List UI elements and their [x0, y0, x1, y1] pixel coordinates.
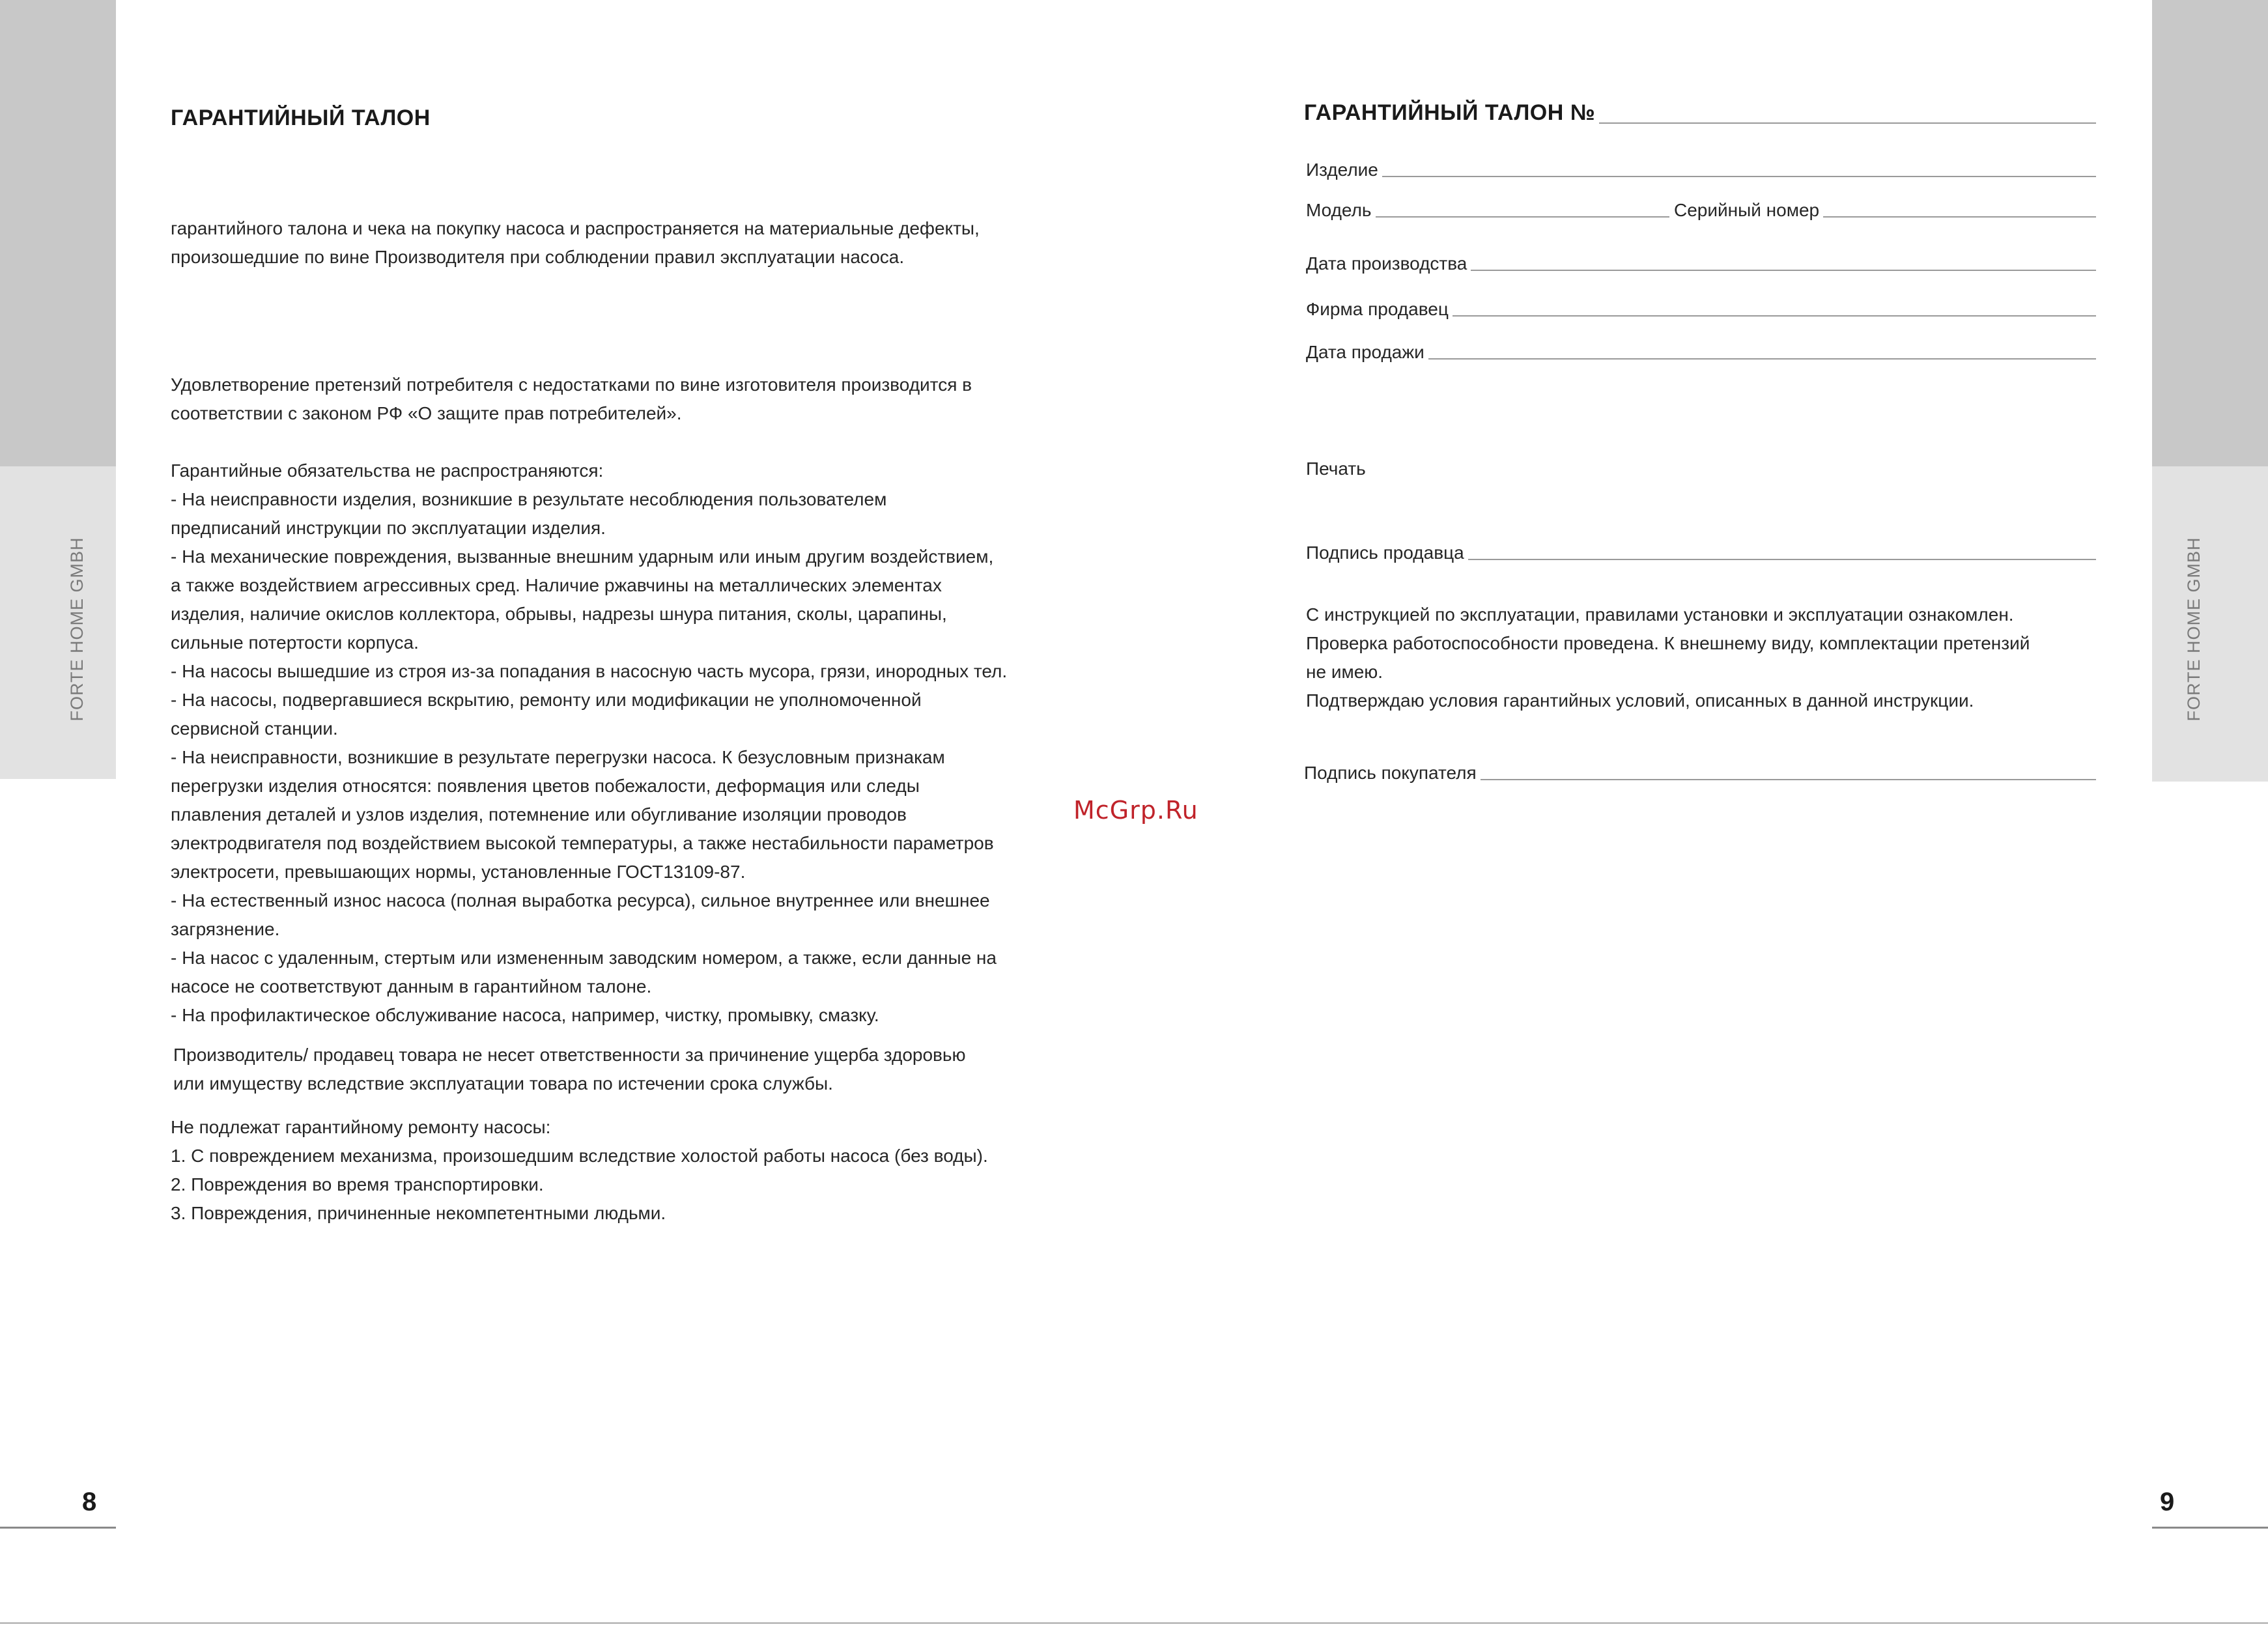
not-covered-list — [171, 1113, 988, 1228]
intro-paragraph — [171, 214, 980, 272]
product-blank[interactable] — [1382, 156, 2096, 177]
seller-signature-label: Подпись продавца — [1306, 543, 1464, 563]
text-line: С инструкцией по эксплуатации, правилами установки и эксплуатации ознакомлен. — [1306, 604, 2014, 625]
text-line: - На естественный износ насоса (полная выработка ресурса), сильное внутреннее или внешнее — [171, 890, 990, 911]
text-line: 2. Повреждения во время транспортировки. — [171, 1174, 544, 1194]
buyer-signature-field[interactable] — [1304, 758, 2096, 784]
text-line: загрязнение. — [171, 919, 280, 939]
text-line: - На механические повреждения, вызванные внешним ударным или иным другим воздействием, — [171, 546, 994, 567]
right-side-tab-light — [2152, 466, 2268, 782]
liability-paragraph — [173, 1041, 966, 1098]
text-line: электродвигателя под воздействием высокой температуры, а также нестабильности параметров — [171, 833, 994, 853]
warranty-number-blank[interactable] — [1599, 103, 2096, 124]
stamp-label: Печать — [1306, 459, 1366, 479]
acknowledgement-paragraph — [1306, 601, 2030, 715]
seller-signature-blank[interactable] — [1468, 539, 2096, 560]
model-blank[interactable] — [1376, 197, 1669, 218]
text-line: - На насосы, подвергавшиеся вскрытию, ремонту или модификации не уполномоченной — [171, 690, 922, 710]
warranty-number-field[interactable] — [1304, 96, 2096, 128]
serial-field[interactable] — [1674, 195, 2096, 221]
text-line: сервисной станции. — [171, 718, 338, 739]
seller-company-field[interactable] — [1306, 294, 2096, 320]
text-line: Проверка работоспособности проведена. К внешнему виду, комплектации претензий — [1306, 633, 2030, 653]
production-date-field[interactable] — [1306, 249, 2096, 275]
text-line: сильные потертости корпуса. — [171, 632, 419, 653]
bottom-edge-rule — [0, 1622, 2268, 1624]
sale-date-field[interactable] — [1306, 337, 2096, 363]
watermark-link[interactable]: McGrp.Ru — [1073, 796, 1198, 825]
text-line: а также воздействием агрессивных сред. Наличие ржавчины на металлических элементах — [171, 575, 942, 595]
left-page-rule — [0, 1527, 116, 1529]
text-line: - На насосы вышедшие из строя из-за попадания в насосную часть мусора, грязи, инородных тел. — [171, 661, 1008, 681]
text-line: насосе не соответствуют данным в гарантийном талоне. — [171, 976, 652, 996]
product-field[interactable] — [1306, 155, 2096, 181]
sale-date-blank[interactable] — [1428, 339, 2096, 360]
text-line: 3. Повреждения, причиненные некомпетентными людьми. — [171, 1203, 666, 1223]
seller-company-blank[interactable] — [1453, 296, 2096, 317]
text-line: Не подлежат гарантийному ремонту насосы: — [171, 1117, 551, 1137]
seller-signature-field[interactable] — [1306, 538, 2096, 564]
text-line: предписаний инструкции по эксплуатации изделия. — [171, 518, 606, 538]
product-label: Изделие — [1306, 160, 1378, 180]
sale-date-label: Дата продажи — [1306, 342, 1425, 362]
serial-blank[interactable] — [1823, 197, 2096, 218]
text-line: гарантийного талона и чека на покупку насоса и распространяется на материальные дефекты, — [171, 218, 980, 238]
text-line: плавления деталей и узлов изделия, потемнение или обугливание изоляции проводов — [171, 804, 907, 825]
left-side-label: FORTE HOME GMBH — [67, 537, 87, 722]
right-side-label: FORTE HOME GMBH — [2184, 537, 2204, 722]
text-line: Удовлетворение претензий потребителя с недостатками по вине изготовителя производится в — [171, 374, 972, 395]
buyer-signature-label: Подпись покупателя — [1304, 763, 1477, 783]
text-line: 1. С повреждением механизма, произошедшим вследствие холостой работы насоса (без воды). — [171, 1146, 988, 1166]
production-date-blank[interactable] — [1471, 250, 2096, 271]
left-page-title: ГАРАНТИЙНЫЙ ТАЛОН — [171, 106, 431, 130]
left-side-tab-dark — [0, 0, 116, 466]
claims-paragraph — [171, 371, 972, 428]
text-line: не имею. — [1306, 662, 1383, 682]
text-line: - На насос с удаленным, стертым или измененным заводским номером, а также, если данные на — [171, 948, 997, 968]
serial-label: Серийный номер — [1674, 200, 1820, 220]
text-line: соответствии с законом РФ «О защите прав потребителей». — [171, 403, 682, 423]
left-side-tab-light — [0, 466, 116, 779]
text-line: Производитель/ продавец товара не несет ответственности за причинение ущерба здоровью — [173, 1045, 966, 1065]
production-date-label: Дата производства — [1306, 253, 1467, 274]
warranty-card-title: ГАРАНТИЙНЫЙ ТАЛОН № — [1304, 100, 1596, 125]
exclusions-list — [171, 457, 1007, 1030]
text-line: Подтверждаю условия гарантийных условий, описанных в данной инструкции. — [1306, 690, 1974, 711]
text-line: перегрузки изделия относятся: появления цветов побежалости, деформация или следы — [171, 776, 920, 796]
model-field[interactable] — [1306, 195, 1669, 221]
text-line: - На неисправности изделия, возникшие в результате несоблюдения пользователем — [171, 489, 887, 509]
text-line: или имуществу вследствие эксплуатации товара по истечении срока службы. — [173, 1073, 833, 1094]
text-line: произошедшие по вине Производителя при соблюдении правил эксплуатации насоса. — [171, 247, 905, 267]
text-line: - На профилактическое обслуживание насоса, например, чистку, промывку, смазку. — [171, 1005, 879, 1025]
text-line: изделия, наличие окислов коллектора, обрывы, надрезы шнура питания, сколы, царапины, — [171, 604, 947, 624]
seller-company-label: Фирма продавец — [1306, 299, 1449, 319]
right-side-tab-dark — [2152, 0, 2268, 466]
right-page-rule — [2152, 1527, 2268, 1529]
buyer-signature-blank[interactable] — [1481, 759, 2096, 780]
text-line: - На неисправности, возникшие в результате перегрузки насоса. К безусловным признакам — [171, 747, 945, 767]
text-line: электросети, превышающих нормы, установленные ГОСТ13109-87. — [171, 862, 746, 882]
right-page-number: 9 — [2160, 1488, 2175, 1516]
model-label: Модель — [1306, 200, 1372, 220]
text-line: Гарантийные обязательства не распространяются: — [171, 460, 604, 481]
left-page-number: 8 — [82, 1488, 97, 1516]
